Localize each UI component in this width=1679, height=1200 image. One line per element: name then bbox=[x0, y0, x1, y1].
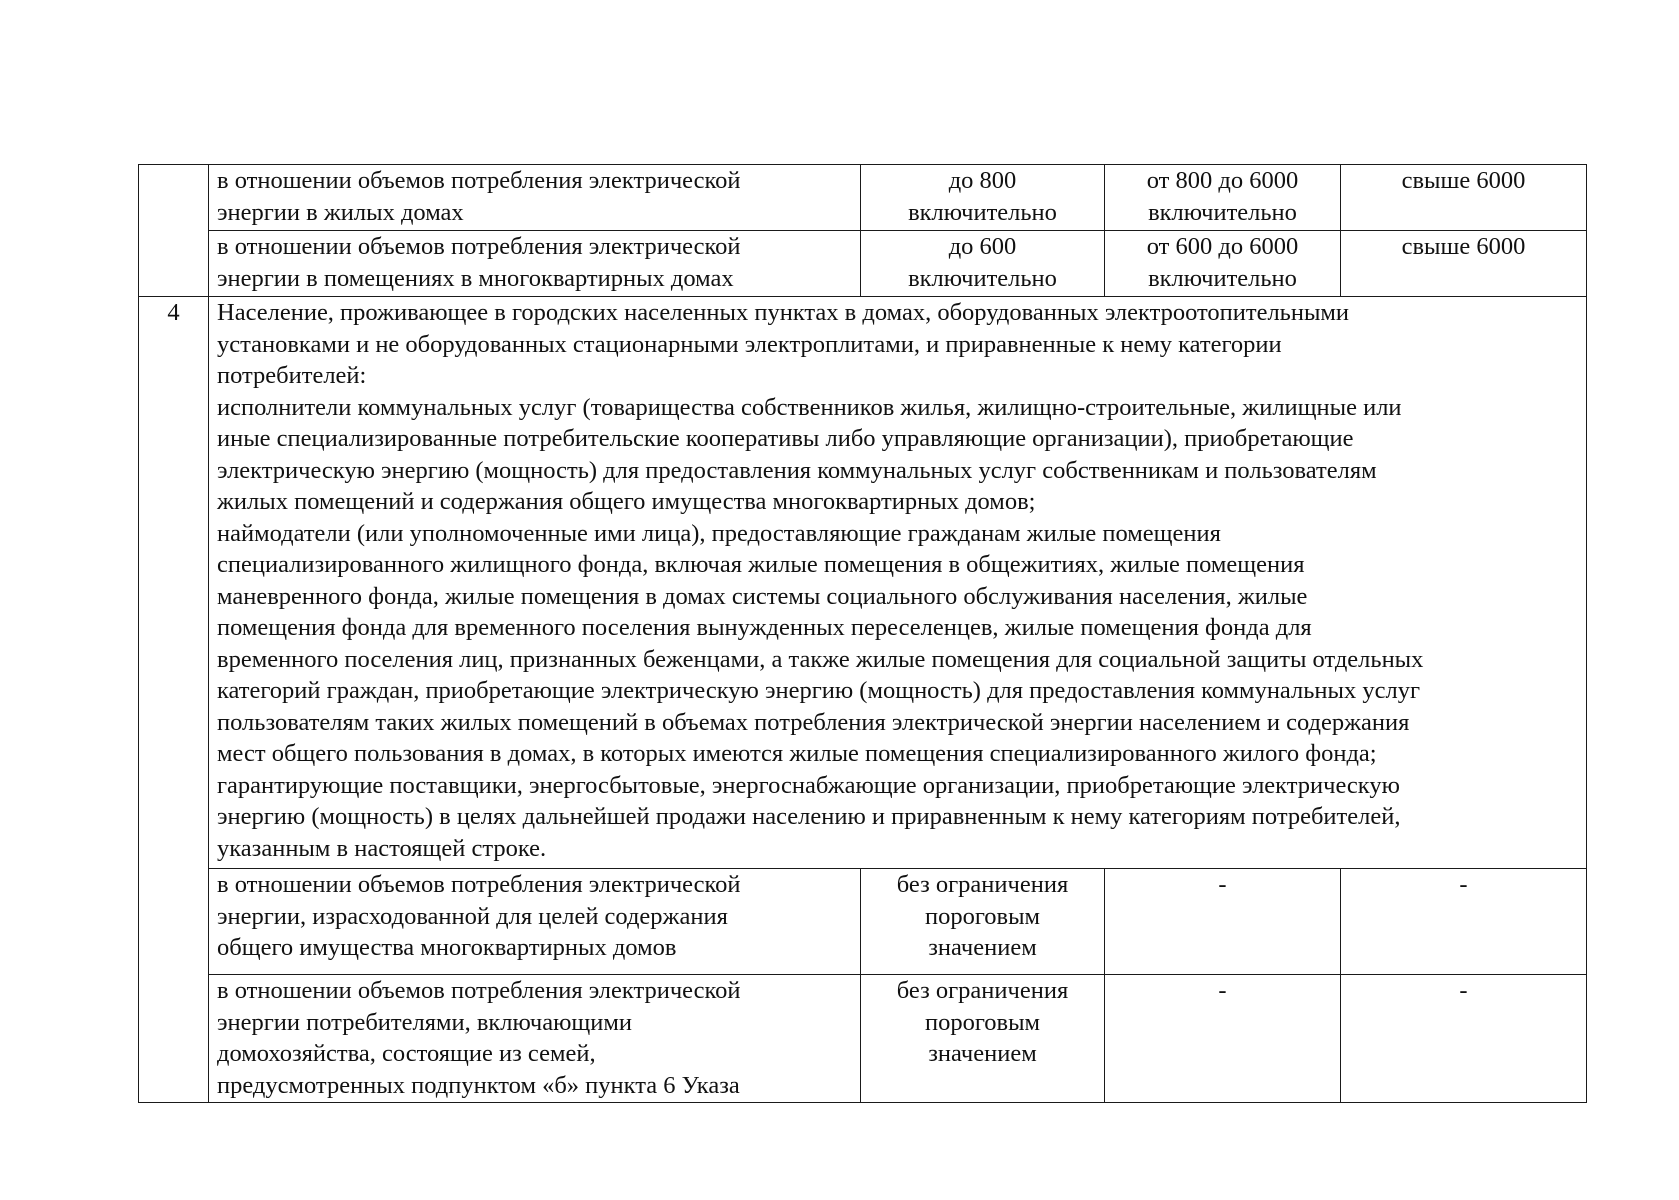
description-line: энергии, израсходованной для целей содержания bbox=[217, 902, 728, 930]
range-value: включительно bbox=[1148, 198, 1297, 226]
table-row bbox=[139, 975, 1587, 1103]
range-value: - bbox=[1218, 871, 1227, 898]
range-value: свыше 6000 bbox=[1401, 233, 1526, 260]
range-value: до 800 bbox=[948, 167, 1017, 194]
section-number: 4 bbox=[167, 299, 180, 326]
section-line: жилых помещений и содержания общего имущества многоквартирных домов; bbox=[217, 488, 1036, 515]
section-line: мест общего пользования в домах, в которых имеются жилые помещения специализированного жилого фонда; bbox=[217, 740, 1377, 767]
description-cell bbox=[209, 975, 861, 1103]
range-value: пороговым bbox=[924, 1008, 1041, 1036]
description-line: в отношении объемов потребления электрической bbox=[217, 871, 741, 898]
table-row bbox=[139, 869, 1587, 975]
range-value: значением bbox=[928, 1040, 1037, 1067]
description-line: в отношении объемов потребления электрической bbox=[217, 233, 741, 260]
range-value: до 600 bbox=[948, 233, 1017, 260]
description-line: домохозяйства, состоящие из семей, bbox=[217, 1040, 596, 1067]
section-line: категорий граждан, приобретающие электрическую энергию (мощность) для предоставления коммунальных услуг bbox=[217, 677, 1421, 704]
range-2-cell bbox=[1105, 231, 1341, 297]
range-3-cell bbox=[1341, 165, 1587, 231]
row-number-cell-empty bbox=[139, 165, 209, 297]
range-value: от 600 до 6000 bbox=[1146, 233, 1299, 260]
section-line: Население, проживающее в городских населенных пунктах в домах, оборудованных электроотопительными bbox=[217, 299, 1350, 326]
range-value: - bbox=[1459, 977, 1468, 1004]
section-line: потребителей: bbox=[217, 362, 367, 389]
section-line: помещения фонда для временного поселения вынужденных переселенцев, жилые помещения фонда для bbox=[217, 614, 1312, 641]
section-line: пользователям таких жилых помещений в объемах потребления электрической энергии населением и содержания bbox=[217, 708, 1410, 736]
range-value: пороговым bbox=[924, 902, 1041, 930]
range-2-cell bbox=[1105, 975, 1341, 1103]
table-row bbox=[139, 165, 1587, 231]
section-line: установками и не оборудованных стационарными электроплитами, и приравненные к нему категории bbox=[217, 330, 1282, 358]
section-line: гарантирующие поставщики, энергосбытовые, энергоснабжающие организации, приобретающие электрическую bbox=[217, 771, 1400, 799]
range-3-cell bbox=[1341, 975, 1587, 1103]
description-line: энергии в помещениях в многоквартирных домах bbox=[217, 264, 734, 292]
range-value: включительно bbox=[908, 264, 1057, 292]
range-1-cell bbox=[861, 975, 1105, 1103]
range-value: без ограничения bbox=[896, 871, 1069, 898]
range-value: свыше 6000 bbox=[1401, 167, 1526, 194]
table-row bbox=[139, 231, 1587, 297]
range-value: - bbox=[1218, 977, 1227, 1004]
section-paragraph bbox=[217, 392, 1578, 518]
range-2-cell bbox=[1105, 869, 1341, 975]
description-line: общего имущества многоквартирных домов bbox=[217, 934, 677, 961]
section-line: исполнители коммунальных услуг (товарищества собственников жилья, жилищно-строительные, жилищные или bbox=[217, 393, 1402, 421]
section-line: иные специализированные потребительские кооперативы либо управляющие организации), приобретающие bbox=[217, 425, 1354, 452]
section-description-cell bbox=[209, 297, 1587, 869]
description-cell bbox=[209, 165, 861, 231]
range-value: - bbox=[1459, 871, 1468, 898]
description-line: в отношении объемов потребления электрической bbox=[217, 977, 741, 1004]
description-cell bbox=[209, 869, 861, 975]
range-value: включительно bbox=[1148, 264, 1297, 292]
description-line: энергии в жилых домах bbox=[217, 198, 464, 226]
range-value: значением bbox=[928, 934, 1037, 961]
section-line: энергию (мощность) в целях дальнейшей продажи населению и приравненным к нему категориям потребителей, bbox=[217, 803, 1401, 830]
section-line: наймодатели (или уполномоченные ими лица), предоставляющие гражданам жилые помещения bbox=[217, 519, 1221, 547]
section-paragraph bbox=[217, 518, 1578, 770]
range-value: включительно bbox=[908, 198, 1057, 226]
description-line: в отношении объемов потребления электрической bbox=[217, 167, 741, 194]
section-line: маневренного фонда, жилые помещения в домах системы социального обслуживания населения, жилые bbox=[217, 582, 1308, 610]
range-3-cell bbox=[1341, 869, 1587, 975]
section-line: специализированного жилищного фонда, включая жилые помещения в общежитиях, жилые помещения bbox=[217, 551, 1305, 578]
section-line: электрическую энергию (мощность) для предоставления коммунальных услуг собственникам и пользователям bbox=[217, 456, 1377, 484]
description-cell bbox=[209, 231, 861, 297]
range-value: от 800 до 6000 bbox=[1146, 167, 1299, 194]
description-line: предусмотренных подпунктом «б» пункта 6 Указа bbox=[217, 1071, 740, 1099]
range-3-cell bbox=[1341, 231, 1587, 297]
section-row bbox=[139, 297, 1587, 869]
range-value: без ограничения bbox=[896, 977, 1069, 1004]
description-line: энергии потребителями, включающими bbox=[217, 1008, 632, 1036]
tariff-table bbox=[138, 164, 1587, 1103]
section-paragraph bbox=[217, 770, 1578, 865]
range-1-cell bbox=[861, 869, 1105, 975]
section-line: временного поселения лиц, признанных беженцами, а также жилые помещения для социальной защиты отдельных bbox=[217, 645, 1424, 673]
range-1-cell bbox=[861, 165, 1105, 231]
range-1-cell bbox=[861, 231, 1105, 297]
range-2-cell bbox=[1105, 165, 1341, 231]
section-paragraph bbox=[217, 297, 1578, 392]
section-number-cell bbox=[139, 297, 209, 1103]
section-line: указанным в настоящей строке. bbox=[217, 834, 547, 862]
